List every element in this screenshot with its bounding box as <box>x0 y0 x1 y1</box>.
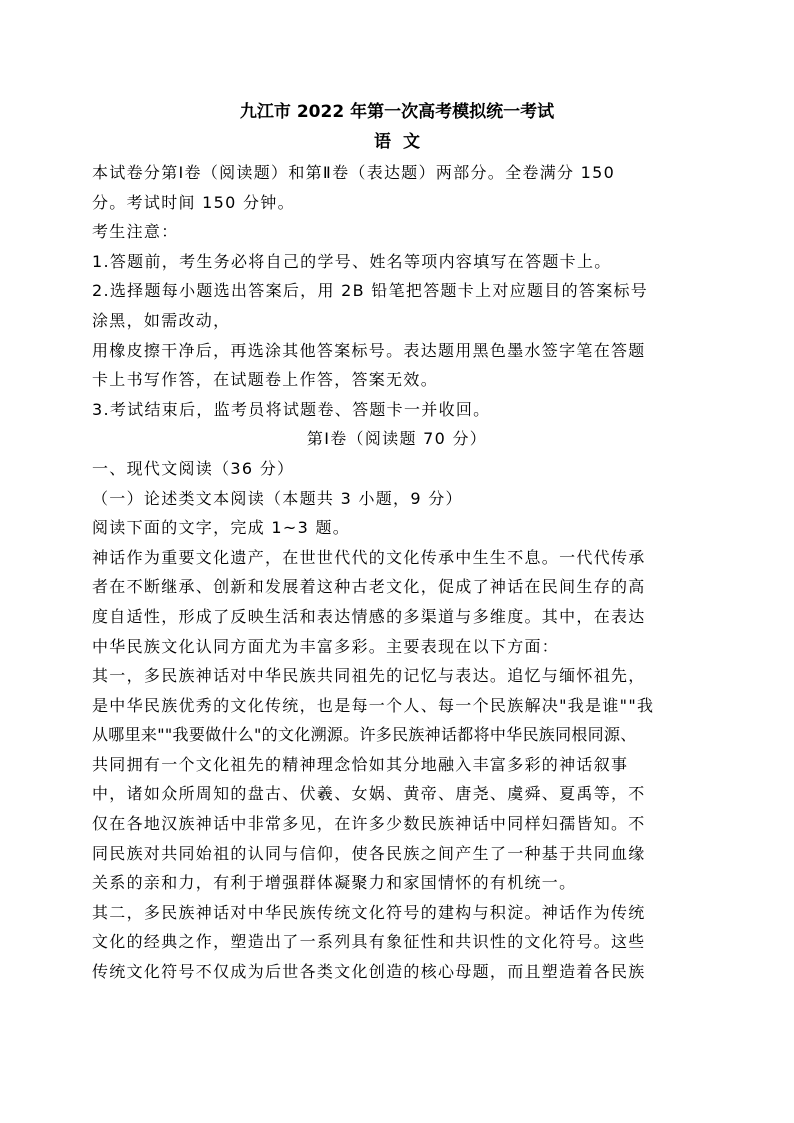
text-line: 同民族对共同始祖的认同与信仰，使各民族之间产生了一种基于共同血缘 <box>92 843 646 863</box>
text-line: 涂黑，如需改动， <box>92 310 231 330</box>
text-line: 阅读下面的文字，完成 1~3 题。 <box>92 518 351 538</box>
exam-title: 九江市 2022 年第一次高考模拟统一考试 <box>239 102 555 122</box>
text-line: 2.选择题每小题选出答案后，用 2B 铅笔把答题卡上对应题目的答案标号 <box>92 281 649 301</box>
text-line: 传统文化符号不仅成为后世各类文化创造的核心母题，而且塑造着各民族 <box>92 962 646 982</box>
text-line: 3.考试结束后，监考员将试题卷、答题卡一并收回。 <box>92 399 491 419</box>
text-line: 用橡皮擦干净后，再选涂其他答案标号。表达题用黑色墨水签字笔在答题 <box>92 340 646 360</box>
text-line: 分。考试时间 150 分钟。 <box>92 192 295 212</box>
text-line: 其二，多民族神话对中华民族传统文化符号的建构与积淀。神话作为传统 <box>92 902 646 922</box>
subsection-heading: （一）论述类文本阅读（本题共 3 小题，9 分） <box>92 488 463 508</box>
text-line: 其一，多民族神话对中华民族共同祖先的记忆与表达。追忆与缅怀祖先， <box>92 666 646 686</box>
text-line: 神话作为重要文化遗产，在世世代代的文化传承中生生不息。一代代传承 <box>92 547 646 567</box>
text-line: 共同拥有一个文化祖先的精神理念恰如其分地融入丰富多彩的神话叙事 <box>92 754 629 774</box>
text-line: 1.答题前，考生务必将自己的学号、姓名等项内容填写在答题卡上。 <box>92 251 612 271</box>
section-heading: 第Ⅰ卷（阅读题 70 分） <box>306 429 488 449</box>
text-line: 关系的亲和力，有利于增强群体凝聚力和家国情怀的有机统一。 <box>92 873 577 893</box>
document-body <box>92 158 712 987</box>
text-line: 文化的经典之作，塑造出了一系列具有象征性和共识性的文化符号。这些 <box>92 932 646 952</box>
text-line: 本试卷分第Ⅰ卷（阅读题）和第Ⅱ卷（表达题）两部分。全卷满分 150 <box>92 163 616 182</box>
subject-title: 语文 <box>374 132 432 152</box>
text-line: 从哪里来""我要做什么"的文化溯源。许多民族神话都将中华民族同根同源、 <box>92 725 637 745</box>
text-line: 仅在各地汉族神话中非常多见，在许多少数民族神话中同样妇孺皆知。不 <box>92 814 646 834</box>
part-heading: 一、现代文阅读（36 分） <box>92 458 295 478</box>
text-line: 是中华民族优秀的文化传统，也是每一个人、每一个民族解决"我是谁""我 <box>92 695 655 715</box>
text-line: 卡上书写作答，在试题卷上作答，答案无效。 <box>92 370 439 390</box>
text-line: 中，诸如众所周知的盘古、伏羲、女娲、黄帝、唐尧、虞舜、夏禹等，不 <box>92 784 646 804</box>
text-line: 度自适性，形成了反映生活和表达情感的多渠道与多维度。其中，在表达 <box>92 606 646 626</box>
text-line: 者在不断继承、创新和发展着这种古老文化，促成了神话在民间生存的高 <box>92 577 646 597</box>
text-line: 中华民族文化认同方面尤为丰富多彩。主要表现在以下方面： <box>92 636 560 656</box>
text-line: 考生注意： <box>92 222 179 242</box>
